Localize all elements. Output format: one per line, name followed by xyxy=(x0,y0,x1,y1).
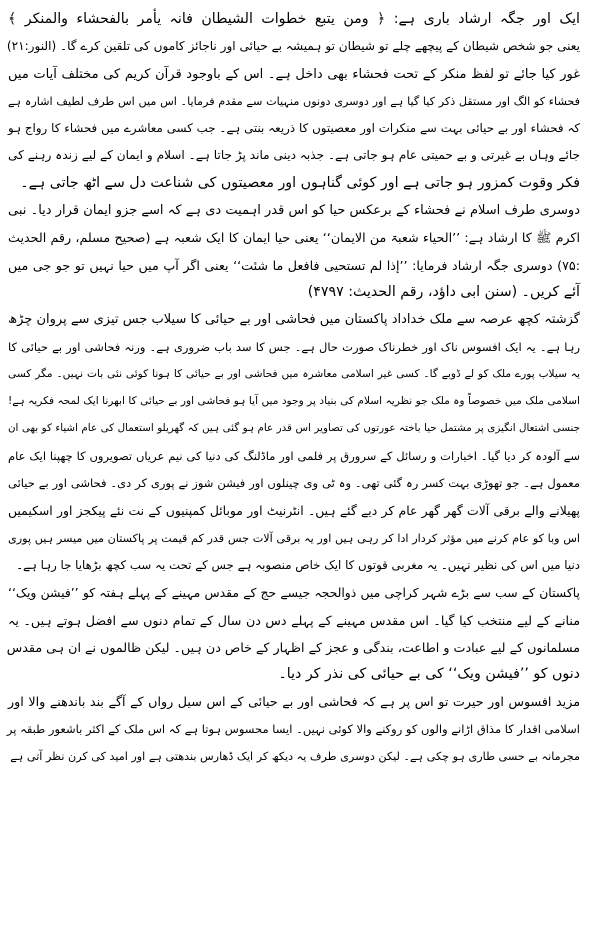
text-line: فحشاء کو الگ اور مستقل ذکر کیا گیا ہے اور دوسری دونوں منہیات سے مقدم فرمایا۔ اس میں اس طرف لطیف اشارہ ہے xyxy=(8,94,580,108)
text-line: فکر وقوت کمزور ہو جاتی ہے اور کوئی گناہوں اور معصیتوں کی شناعت دل سے اٹھ جاتی ہے۔ xyxy=(20,174,580,191)
text-line: غور کیا جائے تو لفظ منکر کے تحت فحشاء بھی داخل ہے۔ اس کے باوجود قرآن کریم کی مختلف آیات میں xyxy=(8,66,580,82)
text-line: اکرم ﷺ کا ارشاد ہے: ’’الحیاء شعبۃ من الایمان‘‘ یعنی حیا ایمان کا ایک شعبہ ہے (صحیح مسلم، رقم الحدیث xyxy=(8,230,580,246)
text-line: دنیا میں اس کی نظیر نہیں۔ یہ مغربی قوتوں کا ایک خاص منصوبہ ہے جس کے تحت یہ سب کچھ بڑھایا جا رہا ہے۔ xyxy=(16,557,580,572)
text-line: مجرمانہ بے حسی طاری ہو چکی ہے۔ لیکن دوسری طرف یہ دیکھ کر ایک ڈھارس بندھتی ہے اور امید کی کرن نظر آتی ہے xyxy=(10,750,580,764)
text-line: آئے کریں۔ (سنن ابی داؤد، رقم الحدیث: ۴۷۹۷) xyxy=(307,283,580,300)
paragraph-conclusion xyxy=(8,688,580,770)
text-line: :۷۵) دوسری جگہ ارشاد فرمایا: ’’إذا لم تستحیی فافعل ما شئت‘‘ یعنی اگر آپ میں حیا نہیں تو جو جی میں xyxy=(8,257,580,273)
text-line: مزید افسوس اور حیرت تو اس پر ہے کہ فحاشی اور بے حیائی کے اس سیل رواں کے آگے بند باندھنے والا اور xyxy=(8,694,580,710)
paragraph-hadith xyxy=(8,197,580,306)
text-line: رہا ہے۔ یہ ایک افسوس ناک اور خطرناک صورت حال ہے۔ جس کا سد باب ضروری ہے۔ ورنہ فحاشی اور بے حیائی کا xyxy=(8,339,580,354)
text-line: ایک اور جگہ ارشاد باری ہے: ﴿ ومن یتبع خطوات الشیطان فانہ یأمر بالفحشاء والمنکر ﴾ xyxy=(8,11,580,27)
paragraph-pakistan-situation xyxy=(8,306,580,579)
paragraph-quran-verse xyxy=(8,6,580,197)
text-line: سے آلودہ کر دیا گیا۔ اخبارات و رسائل کے سرورق پر فلمی اور ماڈلنگ کی دنیا کی نیم عریاں تصویروں کا چھپنا ایک عام xyxy=(8,448,580,463)
text-line: پھیلانے والے برقی آلات گھر گھر عام کر دیے گئے ہیں۔ انٹرنیٹ اور موبائل کمپنیوں کے نت نئے پیکجز اور اسکیمیں xyxy=(8,503,580,519)
text-line: پاکستان کے سب سے بڑے شہر کراچی میں ذوالحجہ جیسے حج کے مقدس مہینے کے پہلے ہفتہ کو ’’فیشن ویک‘‘ xyxy=(8,585,580,601)
text-line: دنوں کو ’’فیشن ویک‘‘ کی بے حیائی کی نذر کر دیا۔ xyxy=(278,666,580,683)
text-line: مسلمانوں کے لیے عبادت و اطاعت، بندگی و عجز کے اظہار کے خاص دن ہیں۔ لیکن ظالموں نے ان ہی مقدس xyxy=(6,639,580,655)
text-line: جائے وہاں بے غیرتی و بے حمیتی عام ہو جاتی ہے۔ جذبہ دینی ماند پڑ جاتا ہے۔ اسلام و ایمان کے لیے زندہ رہنے کی xyxy=(8,148,580,163)
text-line: اسلامی ملک میں خصوصاً وہ ملک جو نظریہ اسلام کی بنیاد پر وجود میں آیا ہو فحاشی اور بے حیائی کا ابھرنا ایک لمحہ فکریہ ہے! xyxy=(8,395,580,408)
text-line: اسلامی اقدار کا مذاق اڑانے والوں کو روکنے والا کوئی نہیں۔ ایسا محسوس ہوتا ہے کہ اس ملک کے اکثر باشعور طبقہ پر xyxy=(6,721,580,736)
paragraph-fashion-week xyxy=(8,579,580,688)
text-line: کہ فحشاء اور بے حیائی بہت سے منکرات اور معصیتوں کا ذریعہ بنتی ہے۔ جب کسی معاشرے میں فحشاء کا رواج ہو xyxy=(8,121,580,136)
text-line: اس وبا کو عام کرنے میں مؤثر کردار ادا کر رہی ہیں اور یہ برقی آلات جس قدر کم قیمت پر پاکستان میں میسر ہیں پوری xyxy=(8,531,580,545)
text-line: یہ سیلاب پورے ملک کو لے ڈوبے گا۔ کسی غیر اسلامی معاشرہ میں فحاشی اور بے حیائی کا ہونا کوئی نئی بات نہیں۔ مگر کسی xyxy=(8,367,580,380)
text-line: دوسری طرف اسلام نے فحشاء کے برعکس حیا کو اس قدر اہمیت دی ہے کہ اسے جزو ایمان قرار دیا۔ نبی xyxy=(8,203,580,219)
text-line: جنسی اشتعال انگیزی پر مشتمل حیا باختہ عورتوں کی تصاویر اس قدر عام ہو گئی ہیں کہ گھریلو استعمال کی عام اشیاء کو بھی ان xyxy=(8,422,580,435)
text-line: معمول ہے۔ جو تھوڑی بہت کسر رہ گئی تھی۔ وہ ٹی وی چینلوں اور فیشن شوز نے پوری کر دی۔ فحاشی اور بے حیائی xyxy=(8,476,580,491)
text-line: منانے کے لیے منتخب کیا گیا۔ اس مقدس مہینے کے پہلے دس دن سال کے تمام دنوں سے افضل ہوتے ہیں۔ یہ xyxy=(8,612,580,628)
text-line: یعنی جو شخص شیطان کے پیچھے چلے تو شیطان تو ہمیشہ بے حیائی اور ناجائز کاموں کی تلقین کرے گا۔ (النور:۲۱) xyxy=(6,39,580,54)
text-line: گزشتہ کچھ عرصہ سے ملک خداداد پاکستان میں فحاشی اور بے حیائی کا سیلاب جس تیزی سے پروان چڑھ xyxy=(8,312,580,328)
